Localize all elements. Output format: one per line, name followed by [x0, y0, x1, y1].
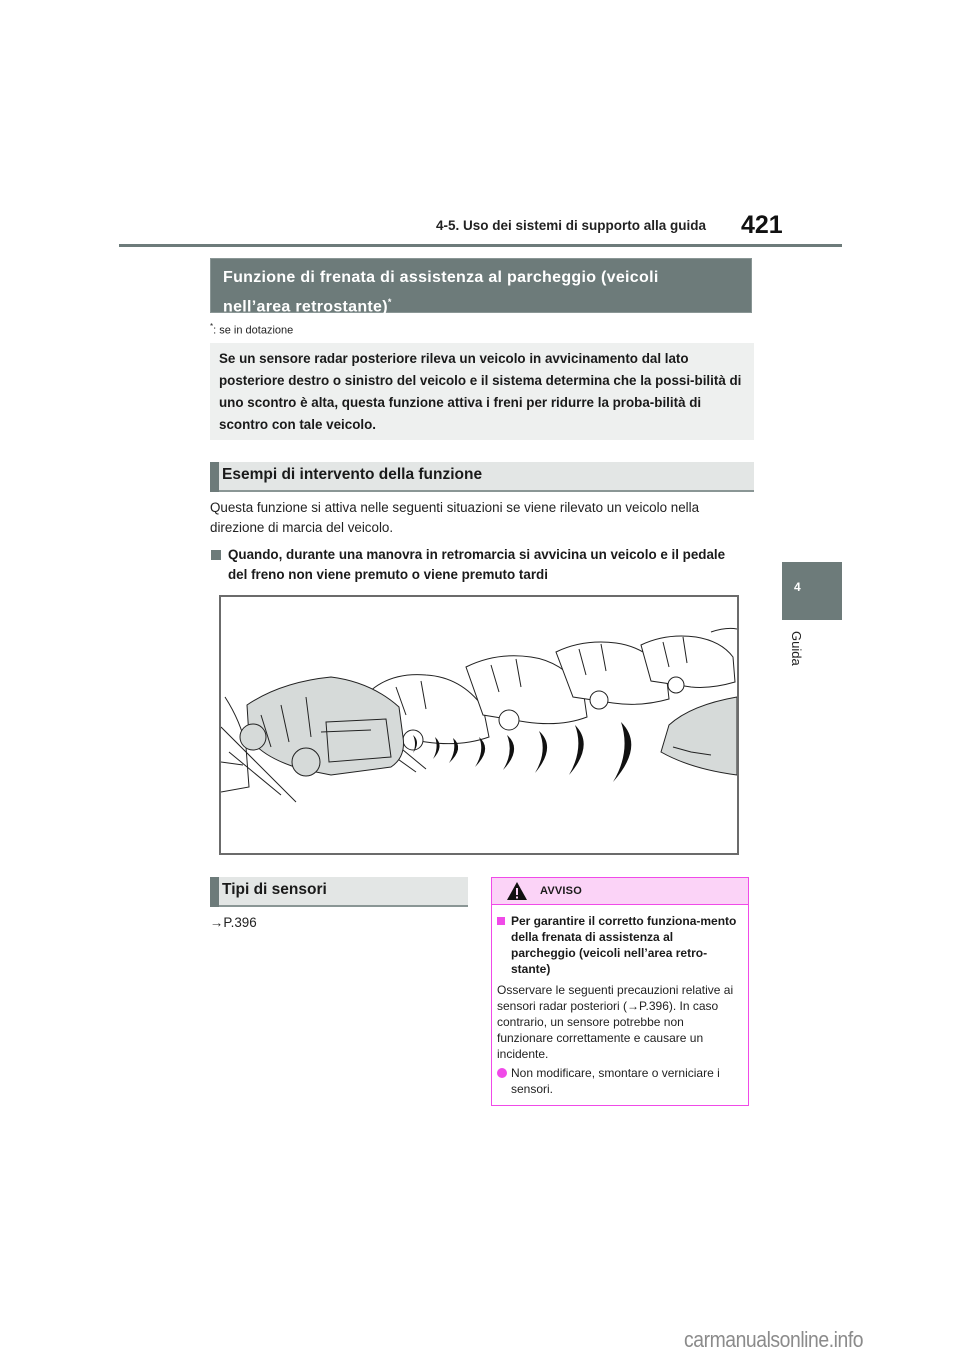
square-bullet-icon — [211, 550, 221, 560]
chapter-label-text: Guida — [789, 631, 804, 666]
page-title-line2: nell’area retrostante) — [223, 298, 388, 316]
parking-scene-illustration — [221, 597, 737, 853]
section-title-sensors: Tipi di sensori — [222, 881, 327, 898]
illustration-parking-scene — [219, 595, 739, 855]
examples-bullet-text: Quando, durante una manovra in retromarcia si avvicina un veicolo e il pedale del freno non viene premuto o viene premuto tardi — [228, 547, 726, 582]
page-reference-link[interactable]: →P.396 — [210, 915, 257, 930]
warning-bullet-text: Non modificare, smontare o verniciare i sensori. — [511, 1066, 720, 1096]
running-header-section: 4-5. Uso dei sistemi di supporto alla guida — [436, 218, 707, 233]
section-accent — [210, 462, 219, 492]
section-header-examples — [210, 462, 754, 492]
examples-paragraph: Questa funzione si attiva nelle seguenti situazioni se viene rilevato un veicolo nella direzione di marcia del veicolo. — [210, 500, 700, 535]
section-title-examples: Esempi di intervento della funzione — [222, 466, 483, 483]
intro-text: Se un sensore radar posteriore rileva un veicolo in avvicinamento dal lato posteriore destro o sinistro del veicolo e il sistema determina che la possi-bilità di uno scontro è alta, questa funzione attiva i freni per ridurre la proba-bilità di scontro con tale veicolo. — [219, 351, 742, 432]
warning-triangle-icon — [506, 881, 528, 901]
page-title-box — [210, 258, 752, 316]
page-title-line1: Funzione di frenata di assistenza al parcheggio (veicoli — [223, 269, 659, 286]
chapter-number: 4 — [794, 580, 801, 594]
page-number: 421 — [741, 211, 783, 239]
warning-body: Osservare le seguenti precauzioni relative ai sensori radar posteriori (→P.396). In caso contrario, un sensore potrebbe non funzionare correttamente e causare un incidente. — [497, 983, 734, 1061]
watermark: carmanualsonline.info — [684, 1327, 864, 1352]
header-divider — [119, 244, 842, 247]
warning-subheading-text: Per garantire il corretto funziona-mento della frenata di assistenza al parcheggio (veicoli nell’area retro-stante) — [511, 914, 737, 976]
title-asterisk: * — [387, 297, 392, 307]
chapter-tab[interactable] — [782, 562, 842, 620]
page-title — [223, 265, 659, 319]
footnote-mark: * — [210, 322, 214, 331]
warning-header — [492, 878, 748, 905]
pink-dot-bullet-icon — [497, 1068, 507, 1078]
section-header-sensors — [210, 877, 468, 907]
warning-box — [491, 877, 749, 1106]
footnote-text: : se in dotazione — [213, 324, 294, 337]
section-accent — [210, 877, 219, 907]
pink-square-bullet-icon — [497, 917, 505, 925]
chapter-label — [786, 631, 816, 671]
warning-label: AVVISO — [540, 885, 582, 897]
footnote — [210, 322, 293, 337]
intro-box — [210, 343, 754, 440]
